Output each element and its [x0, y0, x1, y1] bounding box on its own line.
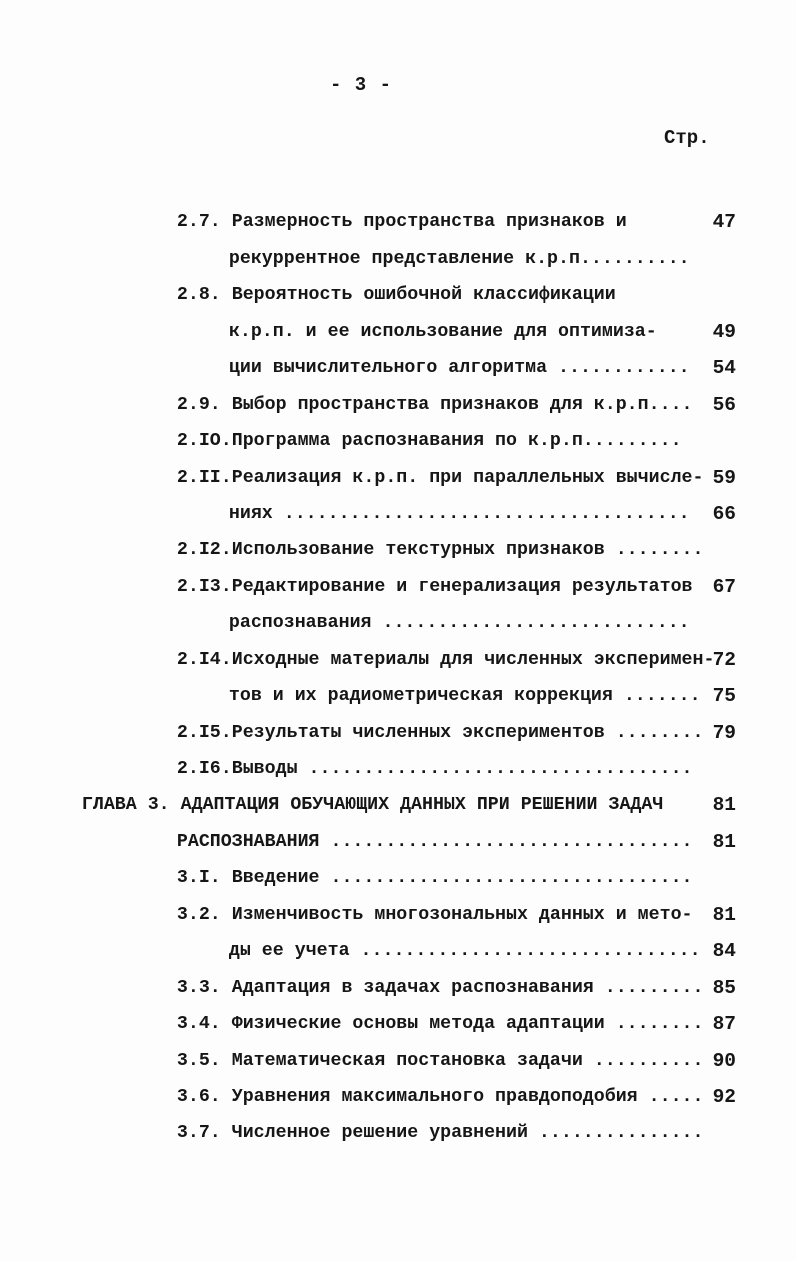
toc-line	[38, 204, 764, 269]
toc-entry-text: рекуррентное представление к.р.п..........	[228, 248, 690, 269]
toc-entry-text: ниях .....................................	[228, 503, 690, 524]
table-of-contents	[38, 168, 764, 1144]
toc-entry-text: 3.3. Адаптация в задачах распознавания .........	[176, 977, 704, 998]
header-page-number: - 3 -	[330, 74, 393, 96]
toc-entry-text: ции вычислительного алгоритма ............	[228, 358, 690, 379]
toc-entry-text: 2.I6.Выводы ...................................	[176, 759, 693, 780]
toc-line	[38, 715, 764, 780]
toc-entry-text: 3.5. Математическая постановка задачи ..........	[176, 1050, 704, 1071]
toc-line	[38, 569, 764, 634]
toc-page-number: 87	[712, 1013, 736, 1036]
toc-line	[38, 824, 764, 889]
toc-page-number: 49	[712, 320, 736, 343]
toc-page-number: 81	[712, 794, 736, 817]
toc-page-number: 59	[712, 466, 736, 489]
toc-page-number: 81	[712, 903, 736, 926]
toc-entry-text: 2.IO.Программа распознавания по к.р.п.........	[176, 431, 682, 452]
toc-page-number: 84	[712, 940, 736, 963]
toc-entry-text: 3.I. Введение .................................	[176, 868, 693, 889]
toc-entry-text: 3.2. Изменчивость многозональных данных и мето-	[176, 904, 693, 925]
toc-line	[38, 496, 764, 561]
toc-page-number: 81	[712, 830, 736, 853]
toc-line	[38, 387, 764, 452]
toc-page-number: 85	[712, 976, 736, 999]
toc-entry-text: 2.8. Вероятность ошибочной классификации	[176, 285, 616, 306]
toc-page-number: 75	[712, 685, 736, 708]
toc-entry-text: 2.I2.Использование текстурных признаков ........	[176, 540, 704, 561]
toc-page-number: 47	[712, 211, 736, 234]
toc-entry-text: 3.6. Уравнения максимального правдоподобия .....	[176, 1086, 704, 1107]
toc-entry-text: тов и их радиометрическая коррекция .......	[228, 686, 701, 707]
toc-entry-text: 2.I4.Исходные материалы для численных эксперимен-	[176, 649, 715, 670]
page-column-header: Стр.	[664, 127, 710, 149]
toc-page-number: 92	[712, 1085, 736, 1108]
toc-page-number: 67	[712, 575, 736, 598]
toc-entry-text: к.р.п. и ее использование для оптимиза-	[228, 321, 657, 342]
toc-line	[38, 241, 764, 306]
toc-page-number: 66	[712, 502, 736, 525]
toc-entry-text: ды ее учета ...............................	[228, 941, 701, 962]
toc-line	[38, 1079, 764, 1144]
toc-entry-text: 2.I3.Редактирование и генерализация результатов	[176, 576, 693, 597]
toc-page-number: 54	[712, 357, 736, 380]
toc-page-number: 90	[712, 1049, 736, 1072]
toc-line	[38, 787, 764, 852]
toc-entry-text: 2.9. Выбор пространства признаков для к.р.п....	[176, 394, 693, 415]
toc-entry-text: 3.7. Численное решение уравнений ...............	[176, 1123, 704, 1144]
toc-page-number: 79	[712, 721, 736, 744]
toc-entry-text: распознавания ............................	[228, 613, 690, 634]
toc-page-number: 56	[712, 393, 736, 416]
toc-entry-text: 3.4. Физические основы метода адаптации ........	[176, 1014, 704, 1035]
toc-entry-text: 2.7. Размерность пространства признаков и	[176, 212, 627, 233]
toc-entry-text: 2.II.Реализация к.р.п. при параллельных вычисле-	[176, 467, 704, 488]
toc-entry-text: ГЛАВА 3. АДАПТАЦИЯ ОБУЧАЮЩИХ ДАННЫХ ПРИ РЕШЕНИИ ЗАДАЧ	[81, 795, 664, 816]
toc-page-number: 72	[712, 648, 736, 671]
toc-entry-text: 2.I5.Результаты численных экспериментов ........	[176, 722, 704, 743]
toc-entry-text: РАСПОЗНАВАНИЯ .................................	[176, 831, 693, 852]
